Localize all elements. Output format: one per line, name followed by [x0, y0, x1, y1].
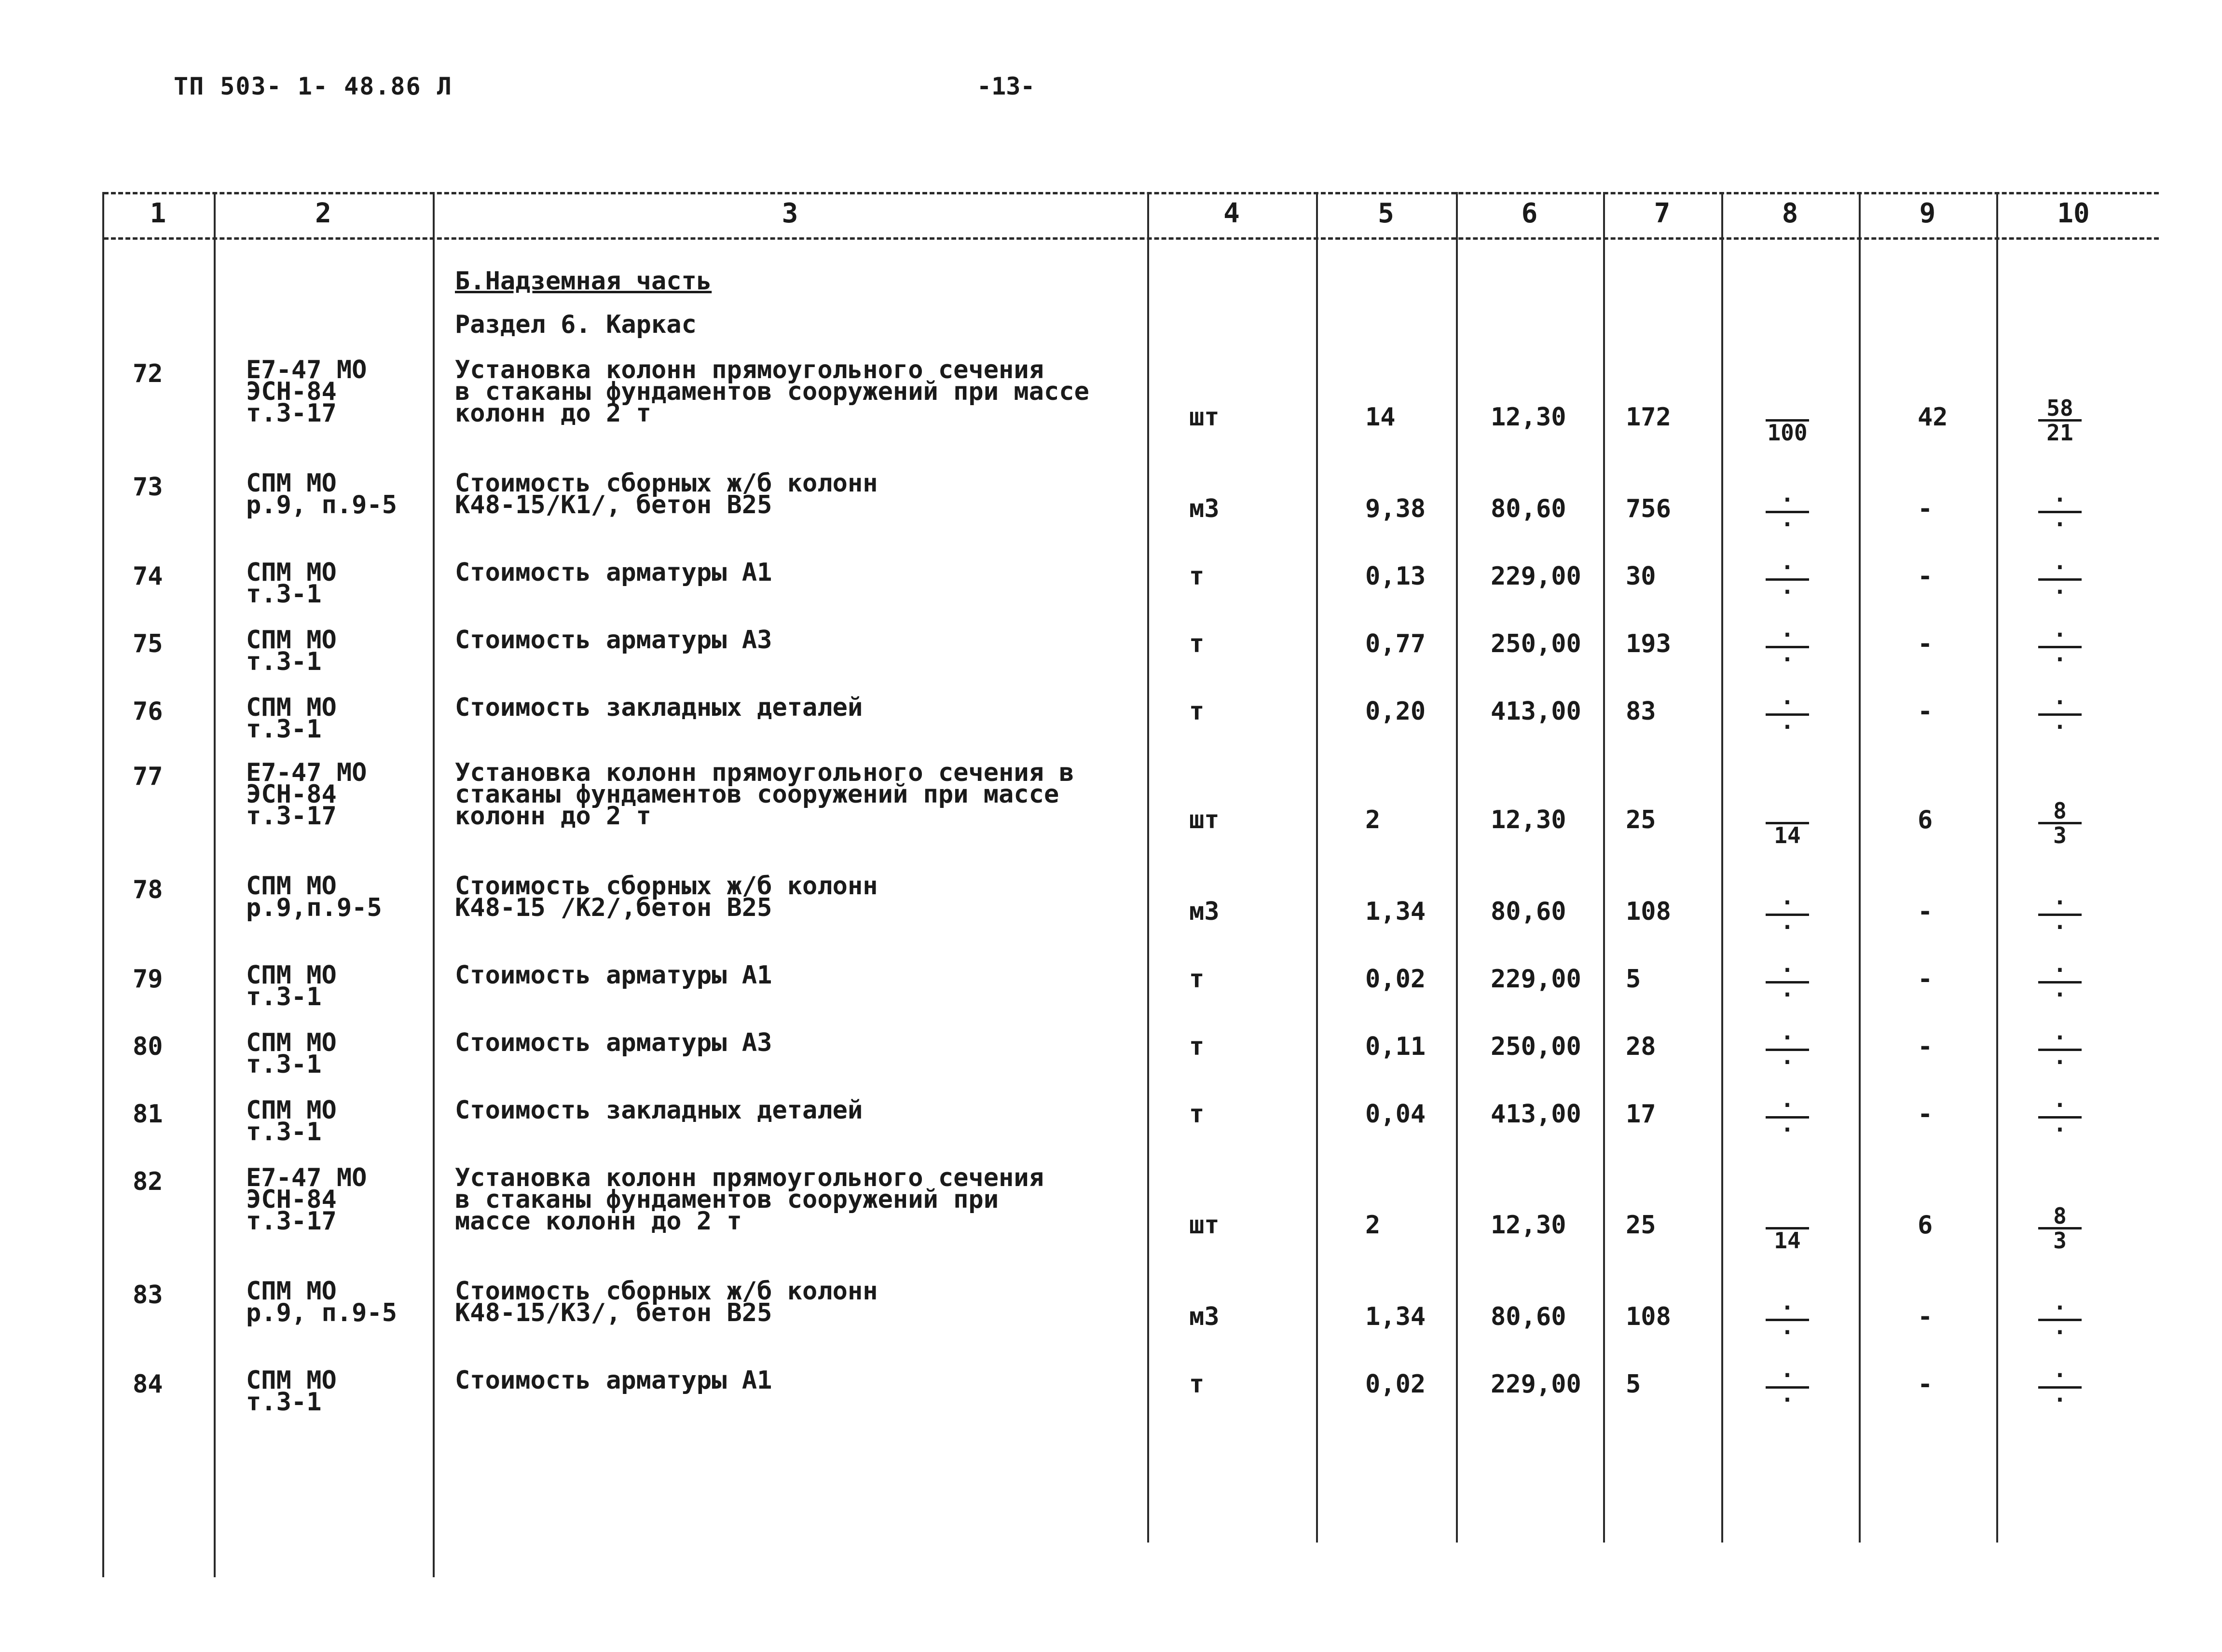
quantity: 0,02 — [1365, 1370, 1426, 1399]
quantity: 14 — [1365, 403, 1396, 432]
text-line: Е7-47 МО — [246, 758, 367, 787]
unit-price: 80,60 — [1491, 1302, 1566, 1331]
col-header-8: 8 — [1782, 198, 1798, 229]
fraction-numerator — [1766, 801, 1809, 821]
price-code — [246, 626, 337, 676]
unit-price: 229,00 — [1491, 562, 1581, 591]
fraction-numerator: 58 — [2046, 395, 2073, 421]
price-code — [246, 758, 367, 831]
column-9-value: 6 — [1918, 1211, 1933, 1240]
col-divider — [433, 192, 435, 1577]
fraction-numerator: · — [2053, 487, 2067, 513]
col-header-2: 2 — [315, 198, 331, 229]
column-8-fraction — [1766, 1206, 1809, 1254]
fraction-denominator: · — [1781, 579, 1794, 605]
unit-price: 12,30 — [1491, 403, 1566, 432]
fraction-denominator: · — [1781, 511, 1794, 537]
text-line: ЭСН-84 — [246, 780, 337, 809]
fraction-denominator: 3 — [2053, 822, 2067, 848]
fraction-numerator: 8 — [2053, 798, 2067, 824]
column-8-fraction — [1766, 398, 1809, 446]
fraction-denominator: · — [1781, 982, 1794, 1008]
fraction-numerator: · — [2053, 622, 2067, 648]
fraction-denominator: · — [1781, 1117, 1794, 1143]
text-line: ЭСН-84 — [246, 1185, 337, 1214]
row-number: 80 — [133, 1032, 163, 1061]
row-number: 78 — [133, 875, 163, 904]
work-description — [455, 758, 1074, 831]
text-line: Е7-47 МО — [246, 1163, 367, 1192]
unit: т — [1189, 629, 1205, 658]
text-line: колонн до 2 т — [455, 802, 651, 831]
text-line: в стаканы фундаментов сооружений при массе — [455, 377, 1089, 406]
work-description — [455, 961, 772, 990]
header-bottom-rule — [104, 237, 2159, 240]
row-number: 79 — [133, 965, 163, 994]
column-10-fraction — [2038, 554, 2082, 605]
text-line: Установка колонн прямоугольного сечения — [455, 355, 1044, 384]
column-8-fraction — [1766, 1024, 1809, 1075]
fraction-denominator: 3 — [2053, 1228, 2067, 1254]
quantity: 1,34 — [1365, 897, 1426, 926]
total-cost: 17 — [1626, 1100, 1656, 1129]
fraction-numerator: · — [1781, 957, 1794, 983]
section-title: Раздел 6. Каркас — [455, 310, 697, 339]
total-cost: 30 — [1626, 562, 1656, 591]
total-cost: 25 — [1626, 1211, 1656, 1240]
quantity: 0,11 — [1365, 1032, 1426, 1061]
fraction-numerator: · — [2053, 957, 2067, 983]
column-8-fraction — [1766, 1092, 1809, 1143]
text-line: Стоимость сборных ж/б колонн — [455, 469, 878, 498]
fraction-numerator: · — [2053, 1362, 2067, 1388]
work-description — [455, 693, 863, 722]
column-9-value: - — [1918, 1302, 1933, 1331]
fraction-denominator: 14 — [1774, 1228, 1801, 1254]
row-number: 73 — [133, 473, 163, 502]
text-line: Стоимость сборных ж/б колонн — [455, 1277, 878, 1306]
unit: шт — [1189, 1211, 1220, 1240]
fraction-numerator: · — [1781, 889, 1794, 915]
unit: т — [1189, 965, 1205, 994]
text-line: стаканы фундаментов сооружений при массе — [455, 780, 1059, 809]
part-title: Б.Надземная часть — [455, 267, 712, 296]
fraction-denominator: · — [2053, 714, 2067, 740]
column-10-fraction — [2038, 798, 2082, 848]
work-description — [455, 469, 878, 519]
column-10-fraction — [2038, 1362, 2082, 1413]
text-line: СПМ МО — [246, 1366, 337, 1395]
text-line: Стоимость арматуры А1 — [455, 961, 772, 990]
unit-price: 12,30 — [1491, 806, 1566, 834]
quantity: 1,34 — [1365, 1302, 1426, 1331]
unit-price: 80,60 — [1491, 494, 1566, 523]
text-line: ЭСН-84 — [246, 377, 337, 406]
quantity: 0,77 — [1365, 629, 1426, 658]
text-line: р.9,п.9-5 — [246, 893, 382, 922]
fraction-denominator: · — [1781, 646, 1794, 672]
price-code — [246, 961, 337, 1011]
text-line: К48-15/К1/, бетон В25 — [455, 491, 772, 519]
row-number: 82 — [133, 1167, 163, 1196]
column-10-fraction — [2038, 689, 2082, 740]
fraction-numerator: · — [1781, 689, 1794, 715]
text-line: Стоимость арматуры А3 — [455, 626, 772, 655]
text-line: К48-15/К3/, бетон В25 — [455, 1298, 772, 1327]
col-divider — [1456, 192, 1458, 1543]
total-cost: 193 — [1626, 629, 1671, 658]
column-9-value: - — [1918, 1032, 1933, 1061]
col-divider — [1859, 192, 1861, 1543]
unit-price: 250,00 — [1491, 629, 1581, 658]
work-description — [455, 1366, 772, 1395]
header-top-rule — [104, 192, 2159, 194]
unit: т — [1189, 562, 1205, 591]
fraction-denominator: · — [1781, 714, 1794, 740]
fraction-denominator: 100 — [1767, 420, 1808, 446]
text-line: р.9, п.9-5 — [246, 491, 398, 519]
document-code: ТП 503- 1- 48.86 Л — [174, 72, 453, 100]
price-code — [246, 355, 367, 428]
text-line: СПМ МО — [246, 469, 337, 498]
fraction-denominator: · — [2053, 914, 2067, 940]
price-code — [246, 693, 337, 744]
text-line: Стоимость закладных деталей — [455, 693, 863, 722]
price-code — [246, 872, 382, 922]
fraction-numerator: · — [2053, 689, 2067, 715]
fraction-numerator — [1766, 398, 1809, 418]
text-line: т.3-17 — [246, 802, 337, 831]
text-line: т.3-1 — [246, 1388, 322, 1417]
text-line: т.3-17 — [246, 399, 337, 428]
text-line: Е7-47 МО — [246, 355, 367, 384]
fraction-numerator: · — [1781, 487, 1794, 513]
col-header-1: 1 — [150, 198, 166, 229]
unit: м3 — [1189, 494, 1220, 523]
col-header-5: 5 — [1378, 198, 1394, 229]
column-9-value: 42 — [1918, 403, 1948, 432]
column-8-fraction — [1766, 554, 1809, 605]
fraction-numerator: · — [2053, 554, 2067, 580]
total-cost: 108 — [1626, 1302, 1671, 1331]
column-9-value: - — [1918, 965, 1933, 994]
unit: м3 — [1189, 897, 1220, 926]
text-line: т.3-17 — [246, 1207, 337, 1236]
column-8-fraction — [1766, 689, 1809, 740]
fraction-denominator: 14 — [1774, 822, 1801, 848]
row-number: 75 — [133, 629, 163, 658]
text-line: СПМ МО — [246, 1028, 337, 1057]
row-number: 77 — [133, 762, 163, 791]
fraction-denominator: · — [2053, 982, 2067, 1008]
fraction-numerator: · — [1781, 1092, 1794, 1118]
col-divider — [102, 192, 104, 1577]
fraction-denominator: · — [2053, 1319, 2067, 1345]
column-8-fraction — [1766, 487, 1809, 537]
col-header-10: 10 — [2057, 198, 2090, 229]
text-line: К48-15 /К2/,бетон В25 — [455, 893, 772, 922]
fraction-numerator: · — [2053, 1295, 2067, 1321]
column-9-value: - — [1918, 629, 1933, 658]
fraction-denominator: · — [2053, 1117, 2067, 1143]
col-header-6: 6 — [1521, 198, 1538, 229]
text-line: СПМ МО — [246, 626, 337, 655]
total-cost: 172 — [1626, 403, 1671, 432]
column-10-fraction — [2038, 1024, 2082, 1075]
text-line: т.3-1 — [246, 1118, 322, 1147]
price-code — [246, 1028, 337, 1079]
row-number: 74 — [133, 562, 163, 591]
unit: т — [1189, 1032, 1205, 1061]
work-description — [455, 626, 772, 655]
text-line: т.3-1 — [246, 983, 322, 1011]
column-9-value: - — [1918, 494, 1933, 523]
unit: шт — [1189, 403, 1220, 432]
text-line: т.3-1 — [246, 715, 322, 744]
price-code — [246, 1096, 337, 1147]
work-description — [455, 558, 772, 587]
fraction-denominator: · — [1781, 1387, 1794, 1413]
total-cost: 756 — [1626, 494, 1671, 523]
unit-price: 229,00 — [1491, 965, 1581, 994]
price-code — [246, 1366, 337, 1417]
work-description — [455, 1096, 863, 1125]
fraction-denominator: · — [2053, 579, 2067, 605]
unit-price: 229,00 — [1491, 1370, 1581, 1399]
col-header-9: 9 — [1919, 198, 1936, 229]
total-cost: 28 — [1626, 1032, 1656, 1061]
text-line: в стаканы фундаментов сооружений при — [455, 1185, 999, 1214]
text-line: Установка колонн прямоугольного сечения в — [455, 758, 1074, 787]
column-8-fraction — [1766, 1362, 1809, 1413]
unit: т — [1189, 1100, 1205, 1129]
quantity: 0,04 — [1365, 1100, 1426, 1129]
col-divider — [1147, 192, 1149, 1543]
column-10-fraction — [2038, 487, 2082, 537]
work-description — [455, 1163, 1044, 1236]
work-description — [455, 872, 878, 922]
row-number: 72 — [133, 359, 163, 388]
fraction-numerator: · — [1781, 1362, 1794, 1388]
text-line: Стоимость закладных деталей — [455, 1096, 863, 1125]
text-line: СПМ МО — [246, 558, 337, 587]
work-description — [455, 1028, 772, 1057]
work-description — [455, 355, 1089, 428]
column-10-fraction — [2038, 622, 2082, 672]
text-line: Стоимость сборных ж/б колонн — [455, 872, 878, 901]
text-line: т.3-1 — [246, 647, 322, 676]
fraction-denominator: · — [1781, 1319, 1794, 1345]
column-9-value: - — [1918, 1100, 1933, 1129]
unit: шт — [1189, 806, 1220, 834]
unit: т — [1189, 1370, 1205, 1399]
quantity: 0,20 — [1365, 697, 1426, 726]
fraction-numerator: · — [1781, 1295, 1794, 1321]
column-9-value: - — [1918, 697, 1933, 726]
total-cost: 25 — [1626, 806, 1656, 834]
text-line: Стоимость арматуры А1 — [455, 558, 772, 587]
unit-price: 80,60 — [1491, 897, 1566, 926]
col-divider — [214, 192, 216, 1577]
col-divider — [1721, 192, 1723, 1543]
text-line: Стоимость арматуры А3 — [455, 1028, 772, 1057]
price-code — [246, 558, 337, 609]
quantity: 9,38 — [1365, 494, 1426, 523]
row-number: 81 — [133, 1100, 163, 1129]
unit-price: 413,00 — [1491, 1100, 1581, 1129]
fraction-denominator: · — [2053, 646, 2067, 672]
quantity: 2 — [1365, 806, 1381, 834]
column-8-fraction — [1766, 889, 1809, 940]
column-8-fraction — [1766, 622, 1809, 672]
total-cost: 83 — [1626, 697, 1656, 726]
fraction-denominator: · — [2053, 1387, 2067, 1413]
column-8-fraction — [1766, 957, 1809, 1008]
fraction-numerator: · — [1781, 1024, 1794, 1051]
column-9-value: - — [1918, 897, 1933, 926]
column-9-value: 6 — [1918, 806, 1933, 834]
text-line: СПМ МО — [246, 1096, 337, 1125]
total-cost: 108 — [1626, 897, 1671, 926]
col-divider — [1316, 192, 1318, 1543]
column-10-fraction — [2038, 395, 2082, 446]
unit: т — [1189, 697, 1205, 726]
unit-price: 12,30 — [1491, 1211, 1566, 1240]
unit: м3 — [1189, 1302, 1220, 1331]
unit-price: 413,00 — [1491, 697, 1581, 726]
work-description — [455, 1277, 878, 1327]
price-code — [246, 1163, 367, 1236]
column-10-fraction — [2038, 1295, 2082, 1345]
text-line: т.3-1 — [246, 580, 322, 609]
text-line: р.9, п.9-5 — [246, 1298, 398, 1327]
column-10-fraction — [2038, 1092, 2082, 1143]
fraction-numerator: · — [2053, 889, 2067, 915]
fraction-numerator: 8 — [2053, 1203, 2067, 1229]
fraction-denominator: · — [2053, 511, 2067, 537]
quantity: 0,13 — [1365, 562, 1426, 591]
text-line: колонн до 2 т — [455, 399, 651, 428]
text-line: СПМ МО — [246, 872, 337, 901]
fraction-numerator: · — [1781, 622, 1794, 648]
fraction-numerator — [1766, 1206, 1809, 1226]
text-line: т.3-1 — [246, 1050, 322, 1079]
column-9-value: - — [1918, 562, 1933, 591]
column-10-fraction — [2038, 1203, 2082, 1254]
unit-price: 250,00 — [1491, 1032, 1581, 1061]
col-divider — [1996, 192, 1998, 1543]
row-number: 84 — [133, 1370, 163, 1399]
column-10-fraction — [2038, 889, 2082, 940]
text-line: СПМ МО — [246, 961, 337, 990]
col-divider — [1603, 192, 1605, 1543]
fraction-denominator: · — [2053, 1049, 2067, 1075]
total-cost: 5 — [1626, 1370, 1641, 1399]
text-line: Установка колонн прямоугольного сечения — [455, 1163, 1044, 1192]
column-9-value: - — [1918, 1370, 1933, 1399]
text-line: массе колонн до 2 т — [455, 1207, 742, 1236]
fraction-denominator: · — [1781, 914, 1794, 940]
col-header-4: 4 — [1223, 198, 1240, 229]
page-number: -13- — [977, 72, 1035, 100]
column-10-fraction — [2038, 957, 2082, 1008]
column-8-fraction — [1766, 801, 1809, 846]
quantity: 0,02 — [1365, 965, 1426, 994]
text-line: СПМ МО — [246, 693, 337, 722]
row-number: 76 — [133, 697, 163, 726]
fraction-numerator: · — [2053, 1024, 2067, 1051]
total-cost: 5 — [1626, 965, 1641, 994]
col-header-7: 7 — [1654, 198, 1671, 229]
text-line: СПМ МО — [246, 1277, 337, 1306]
price-code — [246, 1277, 398, 1327]
fraction-denominator: · — [1781, 1049, 1794, 1075]
row-number: 83 — [133, 1281, 163, 1310]
fraction-numerator: · — [2053, 1092, 2067, 1118]
column-8-fraction — [1766, 1295, 1809, 1345]
fraction-denominator: 21 — [2046, 420, 2073, 446]
col-header-3: 3 — [782, 198, 798, 229]
price-code — [246, 469, 398, 519]
text-line: Стоимость арматуры А1 — [455, 1366, 772, 1395]
fraction-numerator: · — [1781, 554, 1794, 580]
quantity: 2 — [1365, 1211, 1381, 1240]
